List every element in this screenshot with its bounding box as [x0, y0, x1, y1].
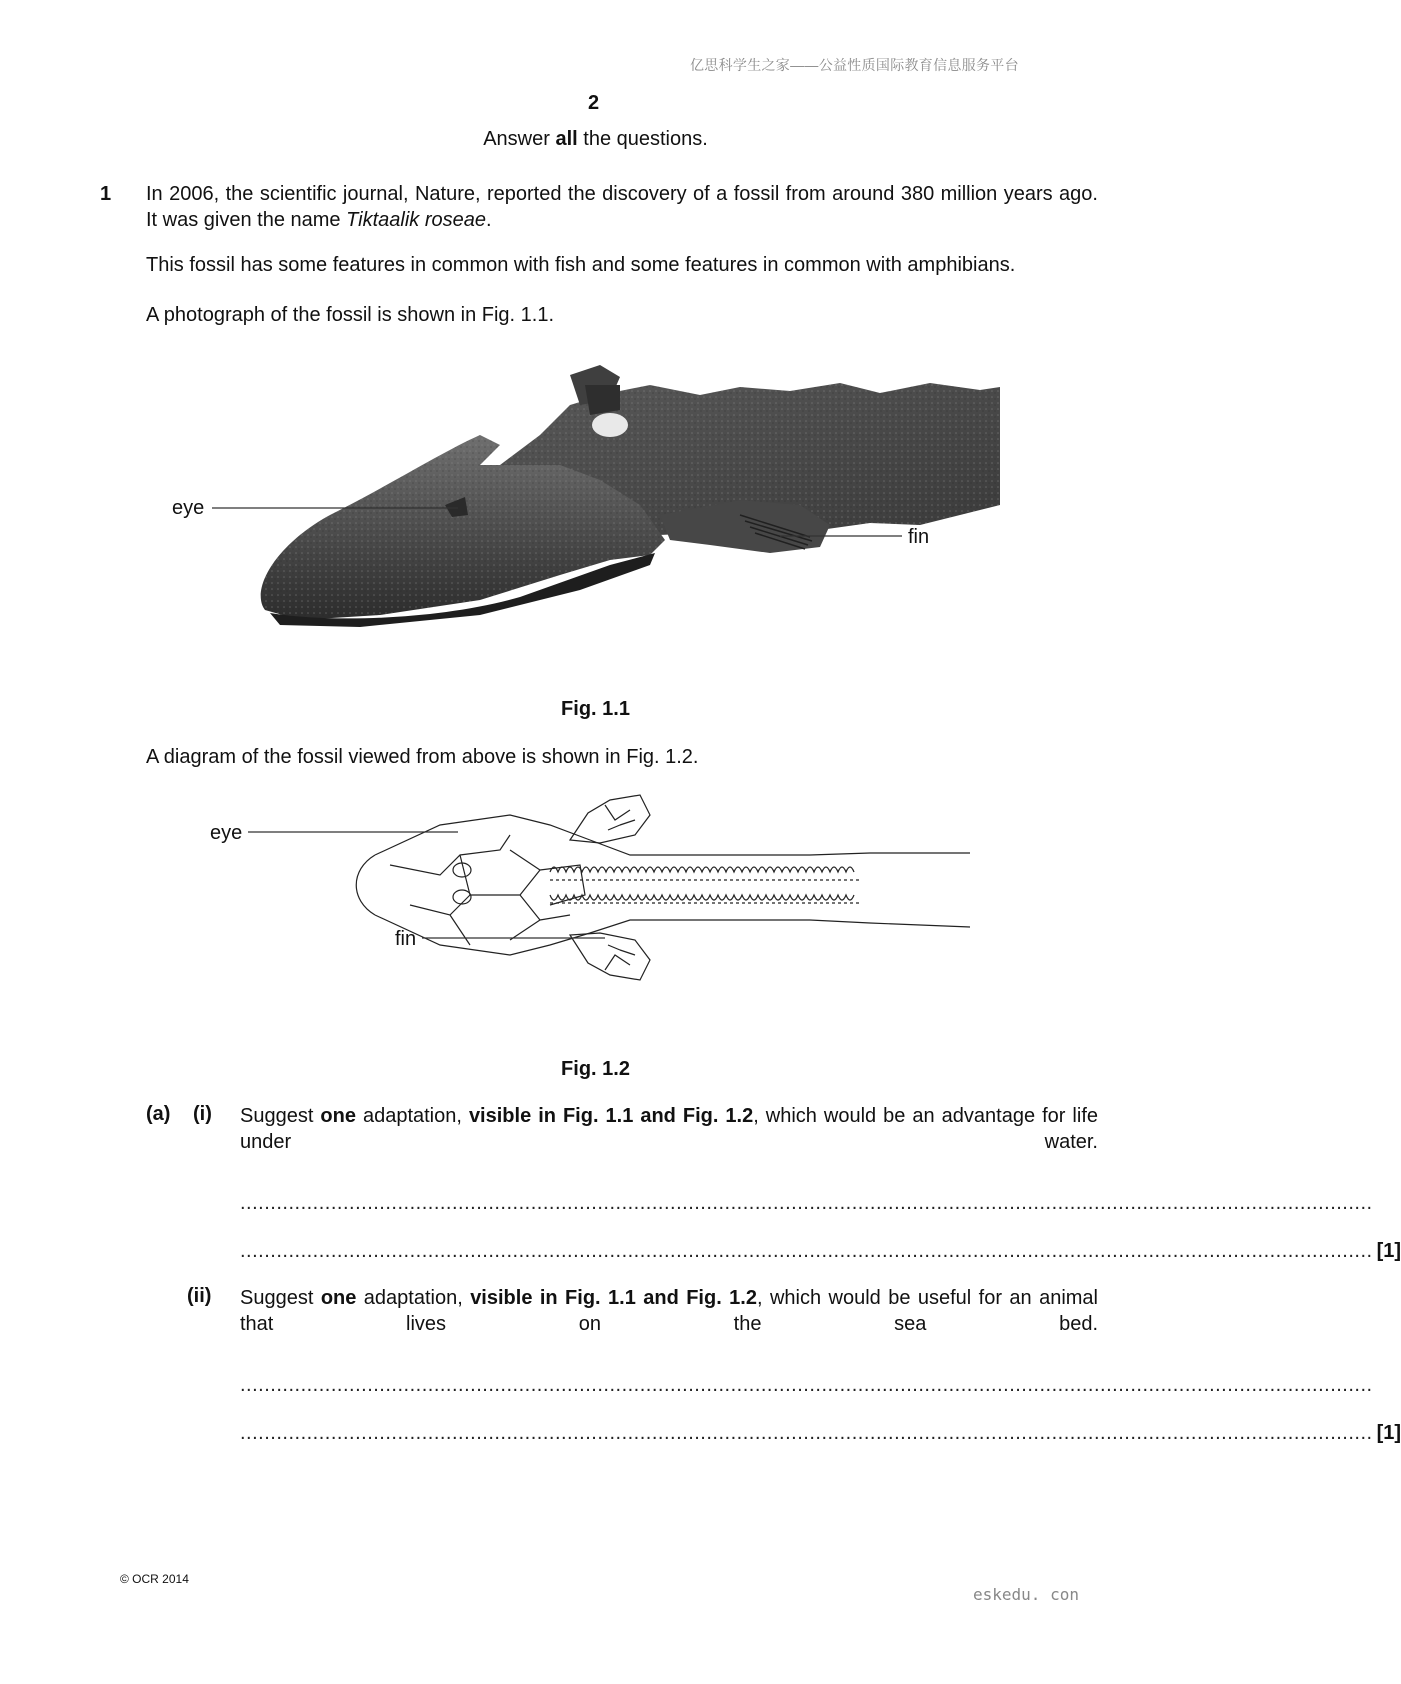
question-intro: In 2006, the scientific journal, Nature, reported the discovery of a fossil from around 380 million years ago. It was given the name Tiktaalik roseae.	[146, 183, 1098, 231]
part-a-label: (a)	[146, 1103, 171, 1125]
ribs-upper	[550, 867, 860, 880]
part-a-ii-question: Suggest one adaptation, visible in Fig. 1.1 and Fig. 1.2, which would be useful for an animal that lives on the sea bed.	[240, 1287, 1098, 1335]
answer-line-a-ii-2-row	[240, 1422, 1401, 1445]
mark-a-i: [1]	[1376, 1240, 1401, 1262]
mark-a-ii: [1]	[1376, 1422, 1401, 1444]
question-number: 1	[100, 183, 112, 205]
part-a-i-question: Suggest one adaptation, visible in Fig. 1.1 and Fig. 1.2, which would be an advantage for life under water.	[240, 1105, 1098, 1153]
part-a-i-label: (i)	[193, 1103, 212, 1125]
part-a-ii-label: (ii)	[187, 1285, 212, 1307]
fossil-diagram	[210, 795, 990, 1030]
answer-line-a-ii-1[interactable]: ...........................................................................................................................................................................................	[240, 1374, 1373, 1396]
photo-text: A photograph of the fossil is shown in Fig. 1.1.	[146, 304, 555, 326]
answer-line-a-i-1[interactable]: ...........................................................................................................................................................................................	[240, 1192, 1373, 1214]
fig1-2-eye-label: eye	[210, 822, 243, 844]
diagram-text: A diagram of the fossil viewed from above is shown in Fig. 1.2.	[146, 746, 699, 768]
fig1-1-caption: Fig. 1.1	[561, 698, 630, 720]
watermark-header: 亿思科学生之家——公益性质国际教育信息服务平台	[690, 57, 1019, 73]
features-text: This fossil has some features in common with fish and some features in common with amphibians.	[146, 254, 1016, 276]
answer-line-a-i-2[interactable]: ...........................................................................................................................................................................................	[240, 1240, 1373, 1262]
copyright: © OCR 2014	[120, 1572, 189, 1586]
fig1-1-eye-label: eye	[172, 497, 205, 519]
fig1-1-fin-label: fin	[908, 526, 930, 548]
watermark-footer: eskedu. con	[973, 1585, 1079, 1604]
answer-line-a-ii-2[interactable]: ...........................................................................................................................................................................................	[240, 1422, 1373, 1444]
ribs-lower	[550, 895, 860, 903]
fossil-photograph	[172, 365, 1020, 670]
fig1-2-fin-label: fin	[395, 928, 417, 950]
page-number: 2	[588, 92, 600, 114]
fig1-2-caption: Fig. 1.2	[561, 1058, 630, 1080]
species-name: Tiktaalik roseae	[346, 209, 486, 231]
instruction: Answer all the questions.	[483, 128, 708, 150]
answer-line-a-i-2-row	[240, 1240, 1401, 1263]
